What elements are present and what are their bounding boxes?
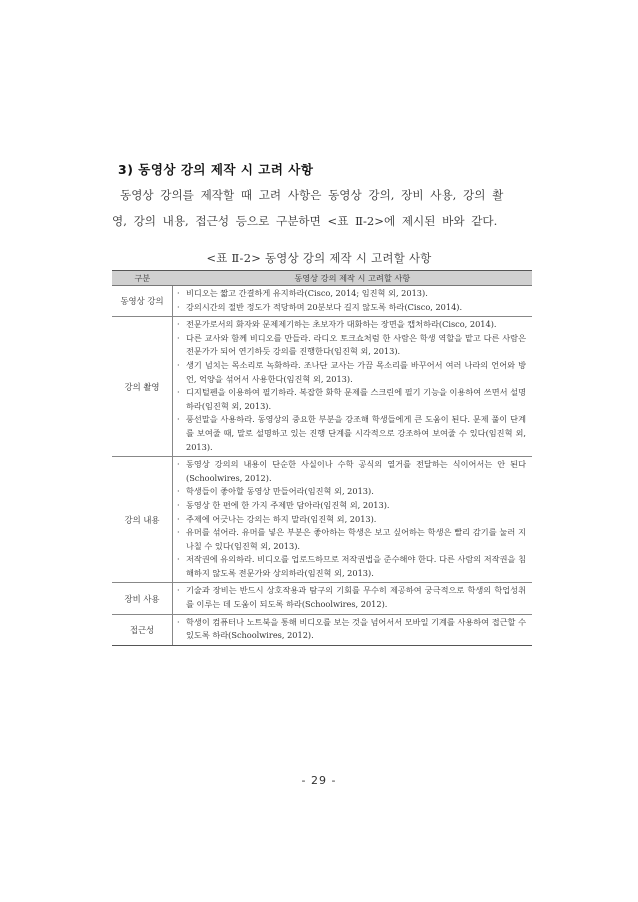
section-heading: 3) 동영상 강의 제작 시 고려 사항 — [118, 162, 314, 177]
item-list — [173, 317, 532, 456]
list-item: · 학생이 컴퓨터나 노트북을 통해 비디오를 보는 것을 넘어서서 모바일 기계를 사용하여 접근할 수 있도록 하라(Schoolwires, 2012). — [177, 616, 526, 643]
table-row — [112, 457, 532, 583]
item-list — [173, 615, 532, 645]
table-header-row — [112, 271, 532, 286]
list-item: · 디지털펜을 이용하여 필기하라. 복잡한 화학 문제를 스크린에 필기 기능을 이용하여 쓰면서 설명하라(임진혁 외, 2013). — [177, 386, 526, 413]
list-item: · 기술과 장비는 반드시 상호작용과 탐구의 기회를 무수히 제공하여 궁극적으로 학생의 학업성취를 이루는 데 도움이 되도록 하라(Schoolwires, 2012). — [177, 584, 526, 611]
list-item: · 전문가로서의 화자와 문제제기하는 초보자가 대화하는 장면을 캡처하라(Cisco, 2014). — [177, 318, 526, 332]
table-row — [112, 286, 532, 317]
row-category: 장비 사용 — [112, 583, 173, 614]
intro-line-2: 영, 강의 내용, 접근성 등으로 구분하면 <표 Ⅱ-2>에 제시된 바와 같다. — [112, 214, 498, 228]
list-item: · 동영상 강의의 내용이 단순한 사실이나 수학 공식의 열거를 전달하는 식이어서는 안 된다(Schoolwires, 2012). — [177, 458, 526, 485]
table-row — [112, 317, 532, 457]
list-item: · 강의시간의 절반 정도가 적당하며 20분보다 길지 않도록 하라(Cisco, 2014). — [177, 301, 526, 315]
considerations-table — [112, 270, 532, 646]
list-item: · 유머를 섞어라. 유머를 넣은 부분은 좋아하는 학생은 보고 싶어하는 학생은 빨리 감기를 눌러 지나칠 수 있다(임진혁 외, 2013). — [177, 526, 526, 553]
row-category: 동영상 강의 — [112, 286, 173, 317]
header-considerations: 동영상 강의 제작 시 고려할 사항 — [173, 271, 533, 286]
row-items — [173, 317, 533, 457]
table-row — [112, 583, 532, 614]
table-caption: <표 Ⅱ-2> 동영상 강의 제작 시 고려할 사항 — [206, 251, 432, 265]
list-item: · 비디오는 짧고 간결하게 유지하라(Cisco, 2014; 임진혁 외, 2013). — [177, 287, 526, 301]
list-item: · 동영상 한 편에 한 가지 주제만 담아라(임진혁 외, 2013). — [177, 499, 526, 513]
list-item: · 주제에 어긋나는 강의는 하지 말라(임진혁 외, 2013). — [177, 513, 526, 527]
row-category: 접근성 — [112, 614, 173, 645]
row-items — [173, 286, 533, 317]
item-list — [173, 286, 532, 316]
header-category: 구분 — [112, 271, 173, 286]
list-item: · 생기 넘치는 목소리로 녹화하라. 조나단 교사는 가끔 목소리를 바꾸어서 여러 나라의 언어와 방언, 억양을 섞어서 사용한다(임진혁 외, 2013). — [177, 359, 526, 386]
table-row — [112, 614, 532, 645]
row-category: 강의 촬영 — [112, 317, 173, 457]
item-list — [173, 457, 532, 582]
list-item: · 학생들이 좋아할 동영상 만들어라(임진혁 외, 2013). — [177, 485, 526, 499]
intro-paragraph — [112, 182, 532, 234]
item-list — [173, 583, 532, 613]
row-items — [173, 583, 533, 614]
list-item: · 다른 교사와 함께 비디오를 만들라. 라디오 토크쇼처럼 한 사람은 학생 역할을 맡고 다른 사람은 전문가가 되어 연기하듯 강의를 진행한다(임진혁 외, 2013). — [177, 332, 526, 359]
row-category: 강의 내용 — [112, 457, 173, 583]
intro-line-1: 동영상 강의를 제작할 때 고려 사항은 동영상 강의, 장비 사용, 강의 촬 — [120, 188, 504, 202]
list-item: · 풍선말을 사용하라. 동영상의 중요한 부분을 강조해 학생들에게 큰 도움이 된다. 문제 풀이 단계를 보여줄 때, 말로 설명하고 있는 진행 단계를 시각적으로 강조하여 보여줄 수 있다(임진혁 외, 2013). — [177, 413, 526, 454]
row-items — [173, 614, 533, 645]
row-items — [173, 457, 533, 583]
list-item: · 저작권에 유의하라. 비디오를 업로드하므로 저작권법을 준수해야 한다. 다른 사람의 저작권을 침해하지 않도록 전문가와 상의하라(임진혁 외, 2013). — [177, 553, 526, 580]
page-number: - 29 - — [301, 774, 337, 787]
